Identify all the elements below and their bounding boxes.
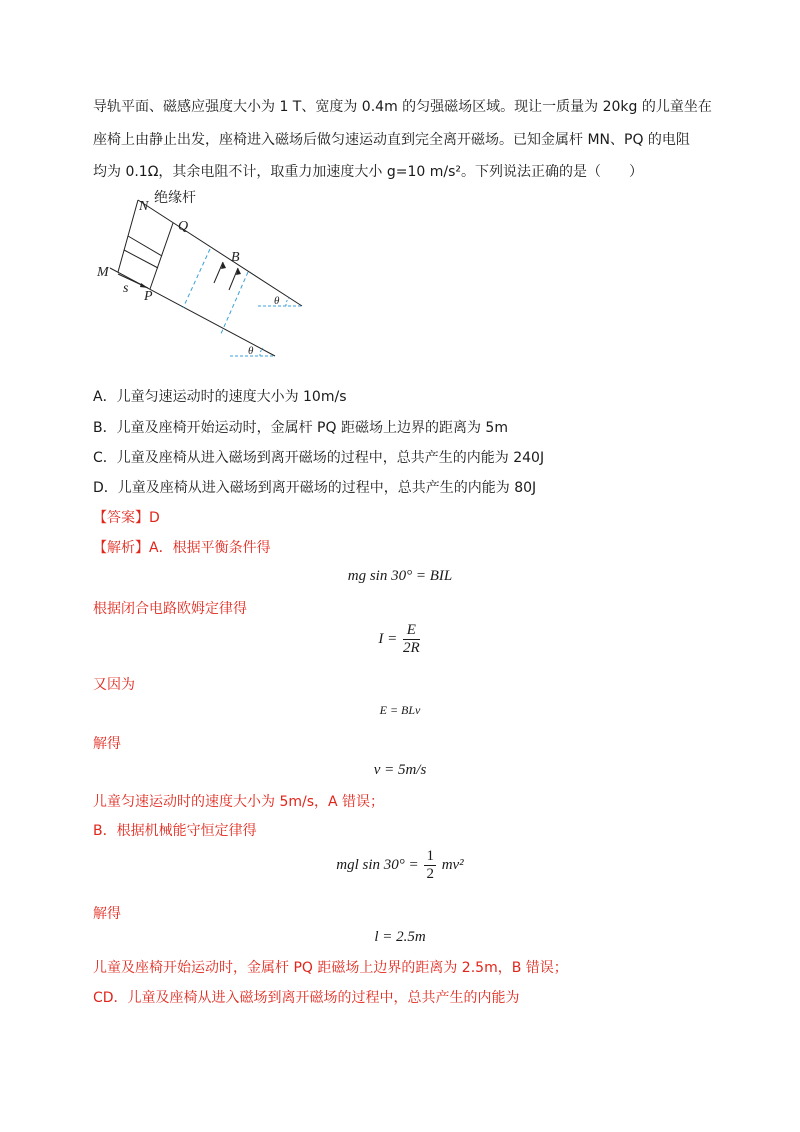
question-line-1: 导轨平面、磁感应强度大小为 1 T、宽度为 0.4m 的匀强磁场区域。现让一质量为 20kg 的儿童坐在 xyxy=(93,99,712,115)
question-line-2: 座椅上由静止出发，座椅进入磁场后做匀速运动直到完全离开磁场。已知金属杆 MN、PQ 的电阻 xyxy=(93,132,690,148)
answer: 【答案】D xyxy=(93,510,160,526)
equation-4: v = 5m/s xyxy=(373,762,427,778)
equation-2: I = $\frac{E}{2R}$ xyxy=(378,622,420,656)
analysis-step-b: B．根据机械能守恒定律得 xyxy=(93,823,257,839)
analysis-step-2: 根据闭合电路欧姆定律得 xyxy=(93,601,247,617)
option-a: A．儿童匀速运动时的速度大小为 10m/s xyxy=(93,389,347,405)
label-P: P xyxy=(144,289,153,304)
option-c: C．儿童及座椅从进入磁场到离开磁场的过程中，总共产生的内能为 240J xyxy=(93,450,545,466)
analysis-conclusion-a: 儿童匀速运动时的速度大小为 5m/s，A 错误； xyxy=(93,794,385,810)
equation-6: l = 2.5m xyxy=(374,929,426,945)
label-B: B xyxy=(231,250,240,265)
label-insulating-rod: 绝缘杆 xyxy=(154,190,196,206)
analysis-conclusion-b: 儿童及座椅开始运动时，金属杆 PQ 距磁场上边界的距离为 2.5m，B 错误； xyxy=(93,960,568,976)
label-theta-1: θ xyxy=(274,295,280,307)
equation-5: mgl sin 30° = $\frac{1}{2}$ mv² xyxy=(336,848,464,882)
b-field-arrow-1 xyxy=(214,262,223,283)
field-boundary-upper xyxy=(183,249,210,308)
label-N: N xyxy=(139,199,149,214)
insulating-rod-2 xyxy=(124,250,158,268)
lower-rail xyxy=(110,268,275,356)
insulating-rod-1 xyxy=(128,236,162,256)
label-s: s xyxy=(123,281,129,296)
b-field-arrow-2 xyxy=(229,268,238,290)
label-Q: Q xyxy=(178,219,189,234)
label-M: M xyxy=(97,265,109,280)
label-theta-2: θ xyxy=(248,345,254,357)
question-line-3: 均为 0.1Ω，其余电阻不计，取重力加速度大小 g=10 m/s²。下列说法正确的是（ ） xyxy=(93,164,644,180)
analysis-step-cd: CD．儿童及座椅从进入磁场到离开磁场的过程中，总共产生的内能为 xyxy=(93,990,520,1006)
analysis-intro: 【解析】A．根据平衡条件得 xyxy=(93,540,271,556)
field-boundary-lower xyxy=(220,272,248,336)
incline-rail-diagram xyxy=(90,188,310,360)
option-d: D．儿童及座椅从进入磁场到离开磁场的过程中，总共产生的内能为 80J xyxy=(93,480,537,496)
equation-1: mg sin 30° = BIL xyxy=(347,568,453,584)
analysis-step-4: 解得 xyxy=(93,736,121,752)
analysis-step-3: 又因为 xyxy=(93,677,135,693)
equation-3: E = BLv xyxy=(379,703,421,717)
angle-arc-1 xyxy=(286,298,289,306)
analysis-step-6: 解得 xyxy=(93,906,121,922)
option-b: B．儿童及座椅开始运动时，金属杆 PQ 距磁场上边界的距离为 5m xyxy=(93,420,508,436)
